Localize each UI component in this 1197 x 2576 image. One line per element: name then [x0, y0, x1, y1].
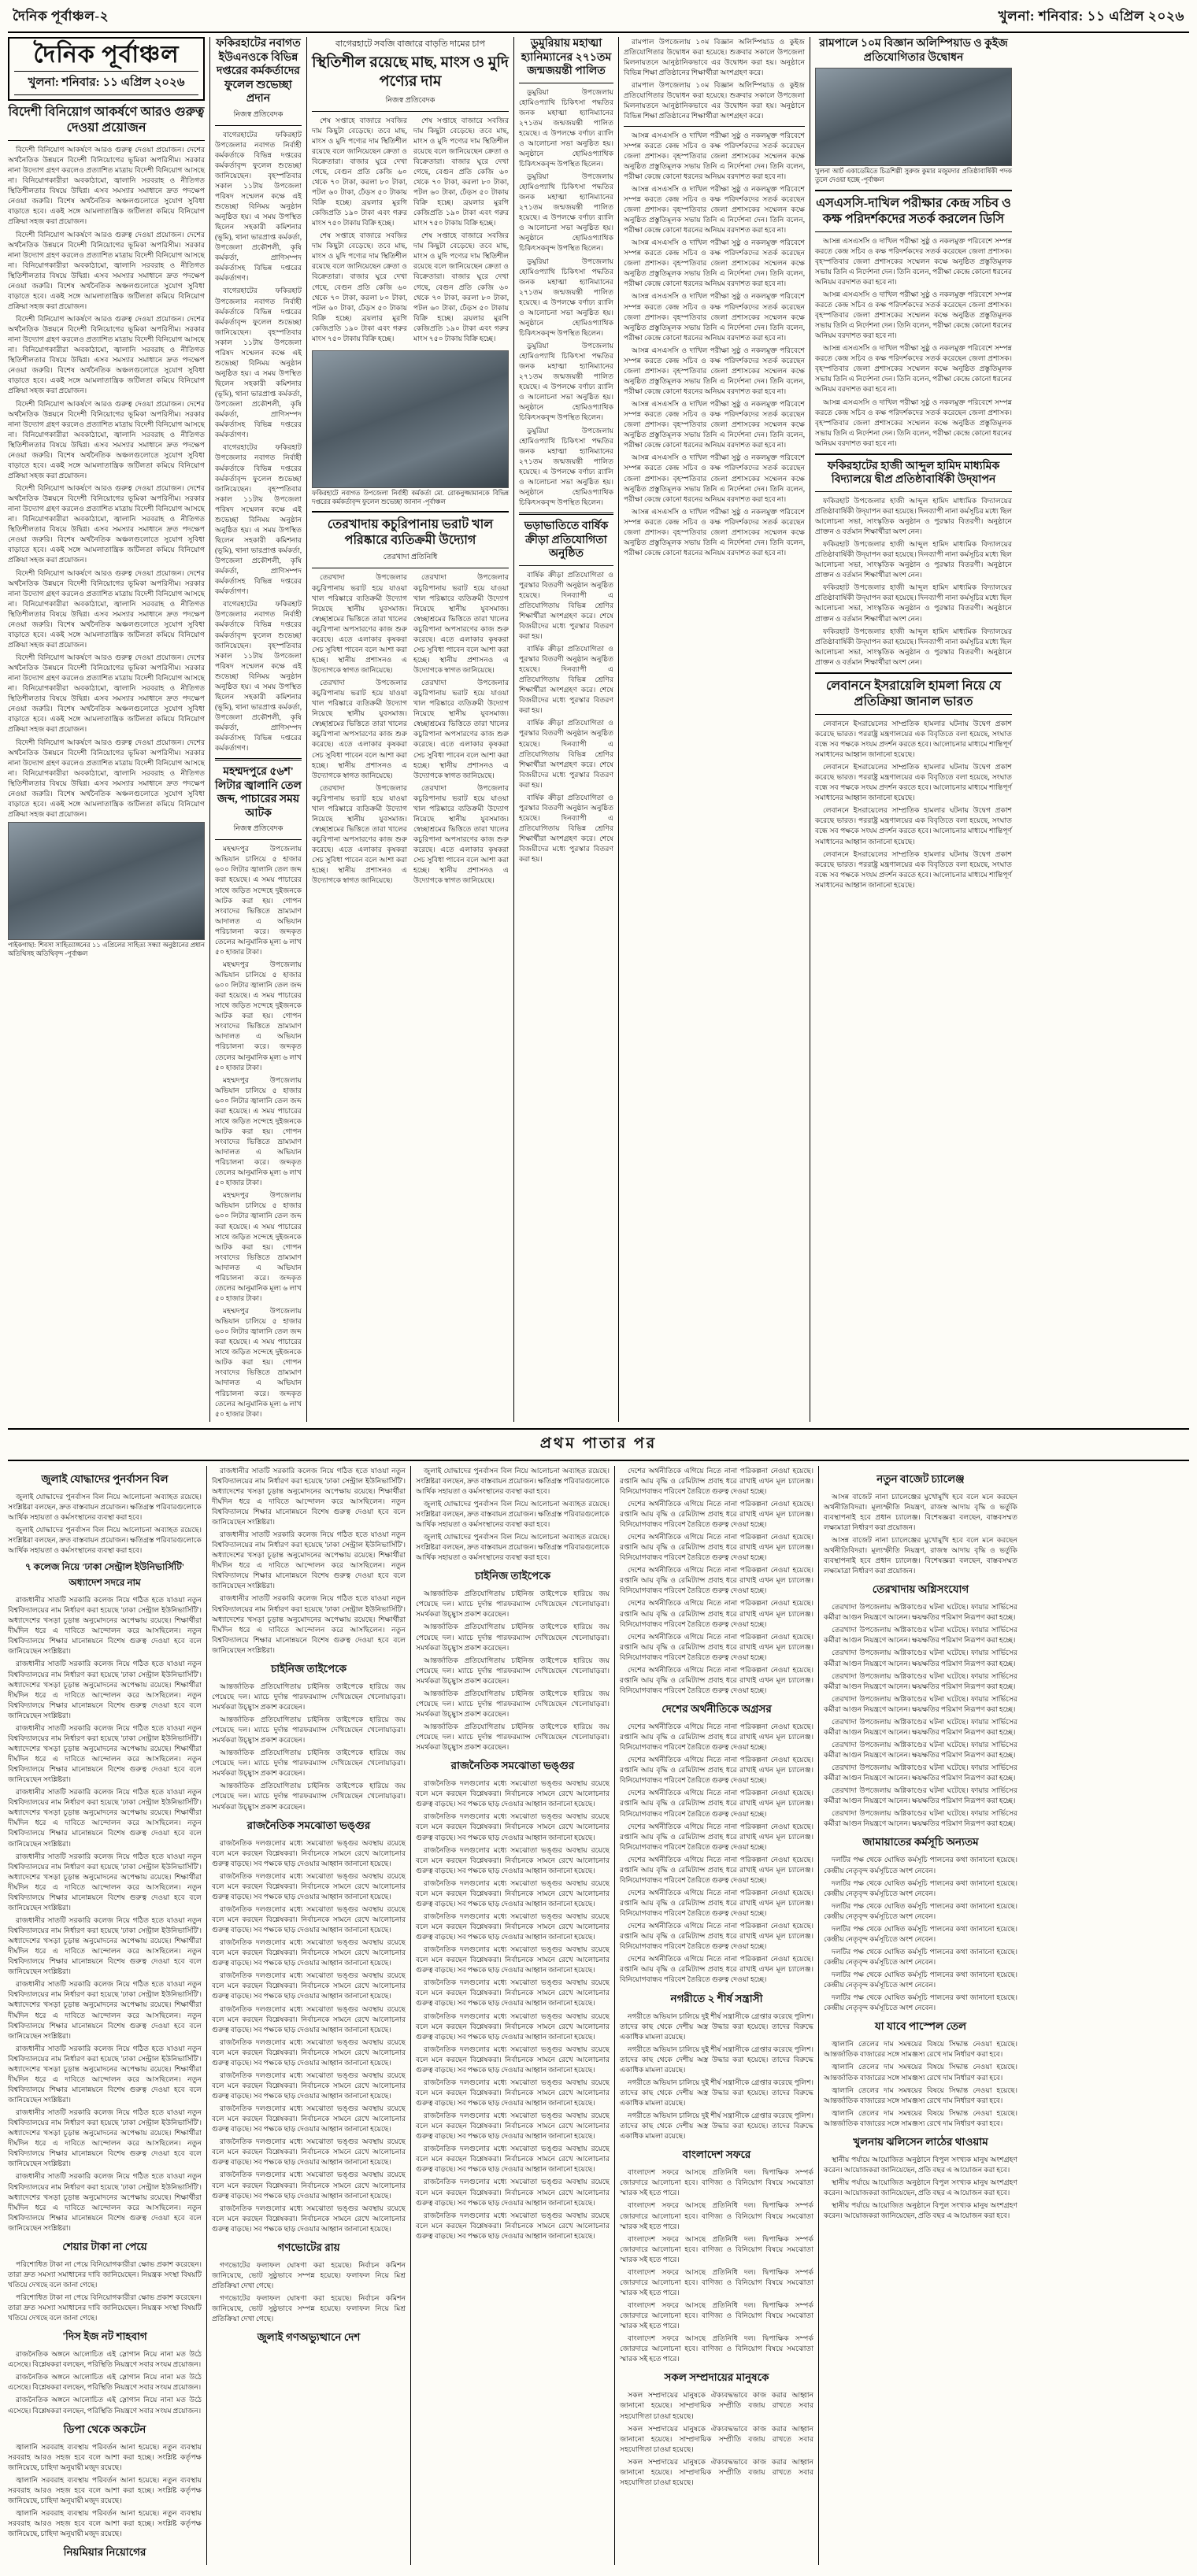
body-s5: আসন্ন এসএসসি ও দাখিল পরীক্ষা সুষ্ঠু ও নকলমুক্ত পরিবেশে সম্পন্ন করতে কেন্দ্র সচিব ও কক্ষ পরিদর্শকদের সতর্ক করেছেন জেলা প্রশাসক। বৃহস্পতিবার জেলা প্রশাসকের সম্মেলন কক্ষে অনুষ্ঠিত প্রস্তুতিমূলক সভায় তিনি এ নির্দেশনা দেন। তিনি বলেন, পরীক্ষা কেন্দ্রে কোনো ধরনের অনিয়ম বরদাশত করা হবে না। আসন্ন এসএসসি ও দাখিল পরীক্ষা সুষ্ঠু ও নকলমুক্ত পরিবেশে সম্পন্ন করতে কেন্দ্র সচিব ও কক্ষ পরিদর্শকদের সতর্ক করেছেন জেলা প্রশাসক। বৃহস্পতিবার জেলা প্রশাসকের সম্মেলন কক্ষে অনুষ্ঠিত প্রস্তুতিমূলক সভায় তিনি এ নির্দেশনা দেন। তিনি বলেন, পরীক্ষা কেন্দ্রে কোনো ধরনের অনিয়ম বরদাশত করা হবে না। আসন্ন এসএসসি ও দাখিল পরীক্ষা সুষ্ঠু ও নকলমুক্ত পরিবেশে সম্পন্ন করতে কেন্দ্র সচিব ও কক্ষ পরিদর্শকদের সতর্ক করেছেন জেলা প্রশাসক। বৃহস্পতিবার জেলা প্রশাসকের সম্মেলন কক্ষে অনুষ্ঠিত প্রস্তুতিমূলক সভায় তিনি এ নির্দেশনা দেন। তিনি বলেন, পরীক্ষা কেন্দ্রে কোনো ধরনের অনিয়ম বরদাশত করা হবে না। আসন্ন এসএসসি ও দাখিল পরীক্ষা সুষ্ঠু ও নকলমুক্ত পরিবেশে সম্পন্ন করতে কেন্দ্র সচিব ও কক্ষ পরিদর্শকদের সতর্ক করেছেন জেলা প্রশাসক। বৃহস্পতিবার জেলা প্রশাসকের সম্মেলন কক্ষে অনুষ্ঠিত প্রস্তুতিমূলক সভায় তিনি এ নির্দেশনা দেন। তিনি বলেন, পরীক্ষা কেন্দ্রে কোনো ধরনের অনিয়ম বরদাশত করা হবে না। [815, 236, 1012, 447]
cont-head-c2: ৭ কলেজ নিয়ে 'ঢাকা সেন্ট্রাল ইউনিভার্সিটি' অধ্যাদেশ সদরে নাম [24, 1561, 185, 1589]
headline-s9: তেরখাদায় কচুরিপানায় ভরাট খাল পরিষ্কারে ব্যতিক্রমী উদ্যোগ [327, 518, 494, 548]
cont-head-c6: নিয়মিয়ার নিয়োগের [63, 2546, 146, 2559]
cont-head-c3: শেয়ার টাকা না পেয়ে [62, 2240, 147, 2252]
headline-s8: মহম্মদপুরে ৫৬শ' লিটার জ্বালানি তেল জব্দ, পাচারের সময় আটক [215, 766, 302, 820]
byline-s3: নিজস্ব প্রতিবেদক [385, 96, 435, 105]
top-date: খুলনা: শনিবার: ১১ এপ্রিল ২০২৬ [998, 9, 1184, 24]
headline-s3: স্থিতিশীল রয়েছে মাছ, মাংস ও মুদি পণ্যের দাম [312, 54, 509, 90]
cont-body-c16: আসন্ন বাজেট নানা চ্যালেঞ্জের মুখোমুখি হবে বলে মনে করছেন অর্থনীতিবিদরা। মূল্যস্ফীতি নিয়ন্ত্রণ, রাজস্ব আদায় বৃদ্ধি ও ভর্তুকি ব্যবস্থাপনাই হবে প্রধান চ্যালেঞ্জ। বিশেষজ্ঞরা বলছেন, বাস্তবসম্মত লক্ষ্যমাত্রা নির্ধারণ করা প্রয়োজন। আসন্ন বাজেট নানা চ্যালেঞ্জের মুখোমুখি হবে বলে মনে করছেন অর্থনীতিবিদরা। মূল্যস্ফীতি নিয়ন্ত্রণ, রাজস্ব আদায় বৃদ্ধি ও ভর্তুকি ব্যবস্থাপনাই হবে প্রধান চ্যালেঞ্জ। বিশেষজ্ঞরা বলছেন, বাস্তবসম্মত লক্ষ্যমাত্রা নির্ধারণ করা প্রয়োজন। [824, 1492, 1017, 1575]
body-s1: বিদেশী বিনিয়োগ আকর্ষণে আরও গুরুত্ব দেওয়া প্রয়োজন। দেশের অর্থনৈতিক উন্নয়নে বিদেশী বিনিয়োগের ভূমিকা অপরিসীম। সরকার নানা উদ্যোগ গ্রহণ করলেও প্রত্যাশিত মাত্রায় বিদেশী বিনিয়োগ আসছে না। বিনিয়োগকারীরা অবকাঠামো, জ্বালানি সরবরাহ ও নীতিগত স্থিতিশীলতার বিষয়ে উদ্বিগ্ন। এসব সমস্যার সমাধানে দ্রুত পদক্ষেপ নেওয়া জরুরি। বিশেষ অর্থনৈতিক অঞ্চলগুলোতে সুযোগ সুবিধা বাড়াতে হবে। একই সঙ্গে আমলাতান্ত্রিক জটিলতা কমিয়ে বিনিয়োগ প্রক্রিয়া সহজ করা প্রয়োজন। বিদেশী বিনিয়োগ আকর্ষণে আরও গুরুত্ব দেওয়া প্রয়োজন। দেশের অর্থনৈতিক উন্নয়নে বিদেশী বিনিয়োগের ভূমিকা অপরিসীম। সরকার নানা উদ্যোগ গ্রহণ করলেও প্রত্যাশিত মাত্রায় বিদেশী বিনিয়োগ আসছে না। বিনিয়োগকারীরা অবকাঠামো, জ্বালানি সরবরাহ ও নীতিগত স্থিতিশীলতার বিষয়ে উদ্বিগ্ন। এসব সমস্যার সমাধানে দ্রুত পদক্ষেপ নেওয়া জরুরি। বিশেষ অর্থনৈতিক অঞ্চলগুলোতে সুযোগ সুবিধা বাড়াতে হবে। একই সঙ্গে আমলাতান্ত্রিক জটিলতা কমিয়ে বিনিয়োগ প্রক্রিয়া সহজ করা প্রয়োজন। বিদেশী বিনিয়োগ আকর্ষণে আরও গুরুত্ব দেওয়া প্রয়োজন। দেশের অর্থনৈতিক উন্নয়নে বিদেশী বিনিয়োগের ভূমিকা অপরিসীম। সরকার নানা উদ্যোগ গ্রহণ করলেও প্রত্যাশিত মাত্রায় বিদেশী বিনিয়োগ আসছে না। বিনিয়োগকারীরা অবকাঠামো, জ্বালানি সরবরাহ ও নীতিগত স্থিতিশীলতার বিষয়ে উদ্বিগ্ন। এসব সমস্যার সমাধানে দ্রুত পদক্ষেপ নেওয়া জরুরি। বিশেষ অর্থনৈতিক অঞ্চলগুলোতে সুযোগ সুবিধা বাড়াতে হবে। একই সঙ্গে আমলাতান্ত্রিক জটিলতা কমিয়ে বিনিয়োগ প্রক্রিয়া সহজ করা প্রয়োজন। বিদেশী বিনিয়োগ আকর্ষণে আরও গুরুত্ব দেওয়া প্রয়োজন। দেশের অর্থনৈতিক উন্নয়নে বিদেশী বিনিয়োগের ভূমিকা অপরিসীম। সরকার নানা উদ্যোগ গ্রহণ করলেও প্রত্যাশিত মাত্রায় বিদেশী বিনিয়োগ আসছে না। বিনিয়োগকারীরা অবকাঠামো, জ্বালানি সরবরাহ ও নীতিগত স্থিতিশীলতার বিষয়ে উদ্বিগ্ন। এসব সমস্যার সমাধানে দ্রুত পদক্ষেপ নেওয়া জরুরি। বিশেষ অর্থনৈতিক অঞ্চলগুলোতে সুযোগ সুবিধা বাড়াতে হবে। একই সঙ্গে আমলাতান্ত্রিক জটিলতা কমিয়ে বিনিয়োগ প্রক্রিয়া সহজ করা প্রয়োজন। বিদেশী বিনিয়োগ আকর্ষণে আরও গুরুত্ব দেওয়া প্রয়োজন। দেশের অর্থনৈতিক উন্নয়নে বিদেশী বিনিয়োগের ভূমিকা অপরিসীম। সরকার নানা উদ্যোগ গ্রহণ করলেও প্রত্যাশিত মাত্রায় বিদেশী বিনিয়োগ আসছে না। বিনিয়োগকারীরা অবকাঠামো, জ্বালানি সরবরাহ ও নীতিগত স্থিতিশীলতার বিষয়ে উদ্বিগ্ন। এসব সমস্যার সমাধানে দ্রুত পদক্ষেপ নেওয়া জরুরি। বিশেষ অর্থনৈতিক অঞ্চলগুলোতে সুযোগ সুবিধা বাড়াতে হবে। একই সঙ্গে আমলাতান্ত্রিক জটিলতা কমিয়ে বিনিয়োগ প্রক্রিয়া সহজ করা প্রয়োজন। বিদেশী বিনিয়োগ আকর্ষণে আরও গুরুত্ব দেওয়া প্রয়োজন। দেশের অর্থনৈতিক উন্নয়নে বিদেশী বিনিয়োগের ভূমিকা অপরিসীম। সরকার নানা উদ্যোগ গ্রহণ করলেও প্রত্যাশিত মাত্রায় বিদেশী বিনিয়োগ আসছে না। বিনিয়োগকারীরা অবকাঠামো, জ্বালানি সরবরাহ ও নীতিগত স্থিতিশীলতার বিষয়ে উদ্বিগ্ন। এসব সমস্যার সমাধানে দ্রুত পদক্ষেপ নেওয়া জরুরি। বিশেষ অর্থনৈতিক অঞ্চলগুলোতে সুযোগ সুবিধা বাড়াতে হবে। একই সঙ্গে আমলাতান্ত্রিক জটিলতা কমিয়ে বিনিয়োগ প্রক্রিয়া সহজ করা প্রয়োজন। বিদেশী বিনিয়োগ আকর্ষণে আরও গুরুত্ব দেওয়া প্রয়োজন। দেশের অর্থনৈতিক উন্নয়নে বিদেশী বিনিয়োগের ভূমিকা অপরিসীম। সরকার নানা উদ্যোগ গ্রহণ করলেও প্রত্যাশিত মাত্রায় বিদেশী বিনিয়োগ আসছে না। বিনিয়োগকারীরা অবকাঠামো, জ্বালানি সরবরাহ ও নীতিগত স্থিতিশীলতার বিষয়ে উদ্বিগ্ন। এসব সমস্যার সমাধানে দ্রুত পদক্ষেপ নেওয়া জরুরি। বিশেষ অর্থনৈতিক অঞ্চলগুলোতে সুযোগ সুবিধা বাড়াতে হবে। একই সঙ্গে আমলাতান্ত্রিক জটিলতা কমিয়ে বিনিয়োগ প্রক্রিয়া সহজ করা প্রয়োজন। বিদেশী বিনিয়োগ আকর্ষণে আরও গুরুত্ব দেওয়া প্রয়োজন। দেশের অর্থনৈতিক উন্নয়নে বিদেশী বিনিয়োগের ভূমিকা অপরিসীম। সরকার নানা উদ্যোগ গ্রহণ করলেও প্রত্যাশিত মাত্রায় বিদেশী বিনিয়োগ আসছে না। বিনিয়োগকারীরা অবকাঠামো, জ্বালানি সরবরাহ ও নীতিগত স্থিতিশীলতার বিষয়ে উদ্বিগ্ন। এসব সমস্যার সমাধানে দ্রুত পদক্ষেপ নেওয়া জরুরি। বিশেষ অর্থনৈতিক অঞ্চলগুলোতে সুযোগ সুবিধা বাড়াতে হবে। একই সঙ্গে আমলাতান্ত্রিক জটিলতা কমিয়ে বিনিয়োগ প্রক্রিয়া সহজ করা প্রয়োজন। [8, 146, 205, 818]
cont-body-c3: পরিশোধিত টাকা না পেয়ে বিনিয়োগকারীরা ক্ষোভ প্রকাশ করেছেন। তারা দ্রুত সমস্যা সমাধানের দাবি জানিয়েছেন। নিয়ন্ত্রক সংস্থা বিষয়টি খতিয়ে দেখছে বলে জানা গেছে। পরিশোধিত টাকা না পেয়ে বিনিয়োগকারীরা ক্ষোভ প্রকাশ করেছেন। তারা দ্রুত সমস্যা সমাধানের দাবি জানিয়েছেন। নিয়ন্ত্রক সংস্থা বিষয়টি খতিয়ে দেখছে বলে জানা গেছে। [8, 2260, 202, 2322]
headline-s6: ডুমুরিয়ায় মহাত্মা হ্যানিম্যানের ২৭১তম জন্মজয়ন্তী পালিত [521, 38, 612, 77]
cont-head-c17: জামায়াতের কর্মসূচি অন্যতম [862, 1836, 979, 1849]
headline-s1: বিদেশী বিনিয়োগ আকর্ষণে আরও গুরুত্ব দেওয়া প্রয়োজন [8, 105, 205, 135]
photo-s12 [8, 822, 205, 940]
headline-s11: লেবাননে ইসরায়েলি হামলা নিয়ে যে প্রতিক্রিয়া জানাল ভারত [825, 679, 1002, 709]
cont-body-c2: রাজধানীর সাতটি সরকারি কলেজ নিয়ে গঠিত হতে যাওয়া নতুন বিশ্ববিদ্যালয়ের নাম নির্ধারণ করা হয়েছে 'ঢাকা সেন্ট্রাল ইউনিভার্সিটি'। অধ্যাদেশের খসড়া চূড়ান্ত অনুমোদনের অপেক্ষায় রয়েছে। শিক্ষার্থীরা দীর্ঘদিন ধরে এ দাবিতে আন্দোলন করে আসছিলেন। নতুন বিশ্ববিদ্যালয়ে শিক্ষার মানোন্নয়নে বিশেষ গুরুত্ব দেওয়া হবে বলে জানিয়েছেন সংশ্লিষ্টরা। রাজধানীর সাতটি সরকারি কলেজ নিয়ে গঠিত হতে যাওয়া নতুন বিশ্ববিদ্যালয়ের নাম নির্ধারণ করা হয়েছে 'ঢাকা সেন্ট্রাল ইউনিভার্সিটি'। অধ্যাদেশের খসড়া চূড়ান্ত অনুমোদনের অপেক্ষায় রয়েছে। শিক্ষার্থীরা দীর্ঘদিন ধরে এ দাবিতে আন্দোলন করে আসছিলেন। নতুন বিশ্ববিদ্যালয়ে শিক্ষার মানোন্নয়নে বিশেষ গুরুত্ব দেওয়া হবে বলে জানিয়েছেন সংশ্লিষ্টরা। রাজধানীর সাতটি সরকারি কলেজ নিয়ে গঠিত হতে যাওয়া নতুন বিশ্ববিদ্যালয়ের নাম নির্ধারণ করা হয়েছে 'ঢাকা সেন্ট্রাল ইউনিভার্সিটি'। অধ্যাদেশের খসড়া চূড়ান্ত অনুমোদনের অপেক্ষায় রয়েছে। শিক্ষার্থীরা দীর্ঘদিন ধরে এ দাবিতে আন্দোলন করে আসছিলেন। নতুন বিশ্ববিদ্যালয়ে শিক্ষার মানোন্নয়নে বিশেষ গুরুত্ব দেওয়া হবে বলে জানিয়েছেন সংশ্লিষ্টরা। রাজধানীর সাতটি সরকারি কলেজ নিয়ে গঠিত হতে যাওয়া নতুন বিশ্ববিদ্যালয়ের নাম নির্ধারণ করা হয়েছে 'ঢাকা সেন্ট্রাল ইউনিভার্সিটি'। অধ্যাদেশের খসড়া চূড়ান্ত অনুমোদনের অপেক্ষায় রয়েছে। শিক্ষার্থীরা দীর্ঘদিন ধরে এ দাবিতে আন্দোলন করে আসছিলেন। নতুন বিশ্ববিদ্যালয়ে শিক্ষার মানোন্নয়নে বিশেষ গুরুত্ব দেওয়া হবে বলে জানিয়েছেন সংশ্লিষ্টরা। রাজধানীর সাতটি সরকারি কলেজ নিয়ে গঠিত হতে যাওয়া নতুন বিশ্ববিদ্যালয়ের নাম নির্ধারণ করা হয়েছে 'ঢাকা সেন্ট্রাল ইউনিভার্সিটি'। অধ্যাদেশের খসড়া চূড়ান্ত অনুমোদনের অপেক্ষায় রয়েছে। শিক্ষার্থীরা দীর্ঘদিন ধরে এ দাবিতে আন্দোলন করে আসছিলেন। নতুন বিশ্ববিদ্যালয়ে শিক্ষার মানোন্নয়নে বিশেষ গুরুত্ব দেওয়া হবে বলে জানিয়েছেন সংশ্লিষ্টরা। রাজধানীর সাতটি সরকারি কলেজ নিয়ে গঠিত হতে যাওয়া নতুন বিশ্ববিদ্যালয়ের নাম নির্ধারণ করা হয়েছে 'ঢাকা সেন্ট্রাল ইউনিভার্সিটি'। অধ্যাদেশের খসড়া চূড়ান্ত অনুমোদনের অপেক্ষায় রয়েছে। শিক্ষার্থীরা দীর্ঘদিন ধরে এ দাবিতে আন্দোলন করে আসছিলেন। নতুন বিশ্ববিদ্যালয়ে শিক্ষার মানোন্নয়নে বিশেষ গুরুত্ব দেওয়া হবে বলে জানিয়েছেন সংশ্লিষ্টরা। রাজধানীর সাতটি সরকারি কলেজ নিয়ে গঠিত হতে যাওয়া নতুন বিশ্ববিদ্যালয়ের নাম নির্ধারণ করা হয়েছে 'ঢাকা সেন্ট্রাল ইউনিভার্সিটি'। অধ্যাদেশের খসড়া চূড়ান্ত অনুমোদনের অপেক্ষায় রয়েছে। শিক্ষার্থীরা দীর্ঘদিন ধরে এ দাবিতে আন্দোলন করে আসছিলেন। নতুন বিশ্ববিদ্যালয়ে শিক্ষার মানোন্নয়নে বিশেষ গুরুত্ব দেওয়া হবে বলে জানিয়েছেন সংশ্লিষ্টরা। রাজধানীর সাতটি সরকারি কলেজ নিয়ে গঠিত হতে যাওয়া নতুন বিশ্ববিদ্যালয়ের নাম নির্ধারণ করা হয়েছে 'ঢাকা সেন্ট্রাল ইউনিভার্সিটি'। অধ্যাদেশের খসড়া চূড়ান্ত অনুমোদনের অপেক্ষায় রয়েছে। শিক্ষার্থীরা দীর্ঘদিন ধরে এ দাবিতে আন্দোলন করে আসছিলেন। নতুন বিশ্ববিদ্যালয়ে শিক্ষার মানোন্নয়নে বিশেষ গুরুত্ব দেওয়া হবে বলে জানিয়েছেন সংশ্লিষ্টরা। রাজধানীর সাতটি সরকারি কলেজ নিয়ে গঠিত হতে যাওয়া নতুন বিশ্ববিদ্যালয়ের নাম নির্ধারণ করা হয়েছে 'ঢাকা সেন্ট্রাল ইউনিভার্সিটি'। অধ্যাদেশের খসড়া চূড়ান্ত অনুমোদনের অপেক্ষায় রয়েছে। শিক্ষার্থীরা দীর্ঘদিন ধরে এ দাবিতে আন্দোলন করে আসছিলেন। নতুন বিশ্ববিদ্যালয়ে শিক্ষার মানোন্নয়নে বিশেষ গুরুত্ব দেওয়া হবে বলে জানিয়েছেন সংশ্লিষ্টরা। রাজধানীর সাতটি সরকারি কলেজ নিয়ে গঠিত হতে যাওয়া নতুন বিশ্ববিদ্যালয়ের নাম নির্ধারণ করা হয়েছে 'ঢাকা সেন্ট্রাল ইউনিভার্সিটি'। অধ্যাদেশের খসড়া চূড়ান্ত অনুমোদনের অপেক্ষায় রয়েছে। শিক্ষার্থীরা দীর্ঘদিন ধরে এ দাবিতে আন্দোলন করে আসছিলেন। নতুন বিশ্ববিদ্যালয়ে শিক্ষার মানোন্নয়নে বিশেষ গুরুত্ব দেওয়া হবে বলে জানিয়েছেন সংশ্লিষ্টরা। [8, 1596, 202, 2232]
body-s2: বাগেরহাটের ফকিরহাট উপজেলার নবাগত নির্বাহী কর্মকর্তাকে বিভিন্ন দপ্তরের কর্মকর্তাবৃন্দ ফুলেল শুভেচ্ছা জানিয়েছেন। বৃহস্পতিবার সকাল ১১টায় উপজেলা পরিষদ সম্মেলন কক্ষে এই শুভেচ্ছা বিনিময় অনুষ্ঠান অনুষ্ঠিত হয়। এ সময় উপস্থিত ছিলেন সহকারী কমিশনার (ভূমি), থানা ভারপ্রাপ্ত কর্মকর্তা, উপজেলা প্রকৌশলী, কৃষি কর্মকর্তা, প্রাণিসম্পদ কর্মকর্তাসহ বিভিন্ন দপ্তরের কর্মকর্তাগণ। বাগেরহাটের ফকিরহাট উপজেলার নবাগত নির্বাহী কর্মকর্তাকে বিভিন্ন দপ্তরের কর্মকর্তাবৃন্দ ফুলেল শুভেচ্ছা জানিয়েছেন। বৃহস্পতিবার সকাল ১১টায় উপজেলা পরিষদ সম্মেলন কক্ষে এই শুভেচ্ছা বিনিময় অনুষ্ঠান অনুষ্ঠিত হয়। এ সময় উপস্থিত ছিলেন সহকারী কমিশনার (ভূমি), থানা ভারপ্রাপ্ত কর্মকর্তা, উপজেলা প্রকৌশলী, কৃষি কর্মকর্তা, প্রাণিসম্পদ কর্মকর্তাসহ বিভিন্ন দপ্তরের কর্মকর্তাগণ। বাগেরহাটের ফকিরহাট উপজেলার নবাগত নির্বাহী কর্মকর্তাকে বিভিন্ন দপ্তরের কর্মকর্তাবৃন্দ ফুলেল শুভেচ্ছা জানিয়েছেন। বৃহস্পতিবার সকাল ১১টায় উপজেলা পরিষদ সম্মেলন কক্ষে এই শুভেচ্ছা বিনিময় অনুষ্ঠান অনুষ্ঠিত হয়। এ সময় উপস্থিত ছিলেন সহকারী কমিশনার (ভূমি), থানা ভারপ্রাপ্ত কর্মকর্তা, উপজেলা প্রকৌশলী, কৃষি কর্মকর্তা, প্রাণিসম্পদ কর্মকর্তাসহ বিভিন্ন দপ্তরের কর্মকর্তাগণ। বাগেরহাটের ফকিরহাট উপজেলার নবাগত নির্বাহী কর্মকর্তাকে বিভিন্ন দপ্তরের কর্মকর্তাবৃন্দ ফুলেল শুভেচ্ছা জানিয়েছেন। বৃহস্পতিবার সকাল ১১টায় উপজেলা পরিষদ সম্মেলন কক্ষে এই শুভেচ্ছা বিনিময় অনুষ্ঠান অনুষ্ঠিত হয়। এ সময় উপস্থিত ছিলেন সহকারী কমিশনার (ভূমি), থানা ভারপ্রাপ্ত কর্মকর্তা, উপজেলা প্রকৌশলী, কৃষি কর্মকর্তা, প্রাণিসম্পদ কর্মকর্তাসহ বিভিন্ন দপ্তরের কর্মকর্তাগণ। [215, 130, 302, 753]
body-s6: ডুমুরিয়া উপজেলায় হোমিওপ্যাথি চিকিৎসা পদ্ধতির জনক মহাত্মা হ্যানিম্যানের ২৭১তম জন্মজয়ন্তী পালিত হয়েছে। এ উপলক্ষে বর্ণাঢ্য র‌্যালি ও আলোচনা সভা অনুষ্ঠিত হয়। অনুষ্ঠানে হোমিওপ্যাথিক চিকিৎসকবৃন্দ উপস্থিত ছিলেন। ডুমুরিয়া উপজেলায় হোমিওপ্যাথি চিকিৎসা পদ্ধতির জনক মহাত্মা হ্যানিম্যানের ২৭১তম জন্মজয়ন্তী পালিত হয়েছে। এ উপলক্ষে বর্ণাঢ্য র‌্যালি ও আলোচনা সভা অনুষ্ঠিত হয়। অনুষ্ঠানে হোমিওপ্যাথিক চিকিৎসকবৃন্দ উপস্থিত ছিলেন। ডুমুরিয়া উপজেলায় হোমিওপ্যাথি চিকিৎসা পদ্ধতির জনক মহাত্মা হ্যানিম্যানের ২৭১তম জন্মজয়ন্তী পালিত হয়েছে। এ উপলক্ষে বর্ণাঢ্য র‌্যালি ও আলোচনা সভা অনুষ্ঠিত হয়। অনুষ্ঠানে হোমিওপ্যাথিক চিকিৎসকবৃন্দ উপস্থিত ছিলেন। ডুমুরিয়া উপজেলায় হোমিওপ্যাথি চিকিৎসা পদ্ধতির জনক মহাত্মা হ্যানিম্যানের ২৭১তম জন্মজয়ন্তী পালিত হয়েছে। এ উপলক্ষে বর্ণাঢ্য র‌্যালি ও আলোচনা সভা অনুষ্ঠিত হয়। অনুষ্ঠানে হোমিওপ্যাথিক চিকিৎসকবৃন্দ উপস্থিত ছিলেন। ডুমুরিয়া উপজেলায় হোমিওপ্যাথি চিকিৎসা পদ্ধতির জনক মহাত্মা হ্যানিম্যানের ২৭১তম জন্মজয়ন্তী পালিত হয়েছে। এ উপলক্ষে বর্ণাঢ্য র‌্যালি ও আলোচনা সভা অনুষ্ঠিত হয়। অনুষ্ঠানে হোমিওপ্যাথিক চিকিৎসকবৃন্দ উপস্থিত ছিলেন। [519, 87, 613, 506]
cont-head-c8: রাজনৈতিক সমঝোতা ভঙ্গুর [246, 1819, 371, 1831]
masthead-title: দৈনিক পূর্বাঞ্চল [33, 42, 180, 68]
headline-s4: রামপালে ১০ম বিজ্ঞান অলিম্পিয়াড ও কুইজ প্রতিযোগিতার উদ্বোধন [819, 38, 1008, 64]
caption-s4: খুলনা আর্ট একাডেমিতে চিত্রশিল্পী সুরুজ কুমার মজুমদার প্রতিষ্ঠাবার্ষিকী পদক তুলে দেওয়া হচ্ছে -পূর্বাঞ্চল [815, 168, 1012, 183]
top-strip [8, 5, 1189, 33]
cont-body-c13: নগরীতে অভিযান চালিয়ে দুই শীর্ষ সন্ত্রাসীকে গ্রেপ্তার করেছে পুলিশ। তাদের কাছ থেকে দেশীয় অস্ত্র উদ্ধার করা হয়েছে। তাদের বিরুদ্ধে একাধিক মামলা রয়েছে। নগরীতে অভিযান চালিয়ে দুই শীর্ষ সন্ত্রাসীকে গ্রেপ্তার করেছে পুলিশ। তাদের কাছ থেকে দেশীয় অস্ত্র উদ্ধার করা হয়েছে। তাদের বিরুদ্ধে একাধিক মামলা রয়েছে। নগরীতে অভিযান চালিয়ে দুই শীর্ষ সন্ত্রাসীকে গ্রেপ্তার করেছে পুলিশ। তাদের কাছ থেকে দেশীয় অস্ত্র উদ্ধার করা হয়েছে। তাদের বিরুদ্ধে একাধিক মামলা রয়েছে। নগরীতে অভিযান চালিয়ে দুই শীর্ষ সন্ত্রাসীকে গ্রেপ্তার করেছে পুলিশ। তাদের কাছ থেকে দেশীয় অস্ত্র উদ্ধার করা হয়েছে। তাদের বিরুদ্ধে একাধিক মামলা রয়েছে। [620, 2012, 813, 2141]
cont-head-c4: 'দিস ইজ নট শাহবাগ [62, 2330, 147, 2343]
caption-s12: পাইকগাছা: শিবসা সাহিত্যাঙ্গনের ১১ এপ্রিলের সাহিত্য সন্ধ্যা অনুষ্ঠানের প্রধান অতিথিসহ অতিথিবৃন্দ -পূর্বাঞ্চল [8, 942, 205, 957]
cont-body-c19: স্থানীয় পর্যায়ে আয়োজিত অনুষ্ঠানে বিপুল সংখ্যক মানুষ অংশগ্রহণ করেন। আয়োজকরা জানিয়েছেন, প্রতি বছর এ আয়োজন করা হবে। স্থানীয় পর্যায়ে আয়োজিত অনুষ্ঠানে বিপুল সংখ্যক মানুষ অংশগ্রহণ করেন। আয়োজকরা জানিয়েছেন, প্রতি বছর এ আয়োজন করা হবে। স্থানীয় পর্যায়ে আয়োজিত অনুষ্ঠানে বিপুল সংখ্যক মানুষ অংশগ্রহণ করেন। আয়োজকরা জানিয়েছেন, প্রতি বছর এ আয়োজন করা হবে। [824, 2155, 1017, 2220]
body-s3: শেষ সপ্তাহে বাজারে সবজির দাম কিছুটা বেড়েছে। তবে মাছ, মাংস ও মুদি পণ্যের দাম স্থিতিশীল রয়েছে বলে জানিয়েছেন ক্রেতা ও বিক্রেতারা। বাজার ঘুরে দেখা গেছে, বেগুন প্রতি কেজি ৬০ থেকে ৭০ টাকা, করলা ৮০ টাকা, পটল ৬০ টাকা, ঢেঁড়স ৫০ টাকায় বিক্রি হচ্ছে। ব্রয়লার মুরগি কেজিপ্রতি ১৯০ টাকা এবং গরুর মাংস ৭৫০ টাকায় বিক্রি হচ্ছে। শেষ সপ্তাহে বাজারে সবজির দাম কিছুটা বেড়েছে। তবে মাছ, মাংস ও মুদি পণ্যের দাম স্থিতিশীল রয়েছে বলে জানিয়েছেন ক্রেতা ও বিক্রেতারা। বাজার ঘুরে দেখা গেছে, বেগুন প্রতি কেজি ৬০ থেকে ৭০ টাকা, করলা ৮০ টাকা, পটল ৬০ টাকা, ঢেঁড়স ৫০ টাকায় বিক্রি হচ্ছে। ব্রয়লার মুরগি কেজিপ্রতি ১৯০ টাকা এবং গরুর মাংস ৭৫০ টাকায় বিক্রি হচ্ছে। শেষ সপ্তাহে বাজারে সবজির দাম কিছুটা বেড়েছে। তবে মাছ, মাংস ও মুদি পণ্যের দাম স্থিতিশীল রয়েছে বলে জানিয়েছেন ক্রেতা ও বিক্রেতারা। বাজার ঘুরে দেখা গেছে, বেগুন প্রতি কেজি ৬০ থেকে ৭০ টাকা, করলা ৮০ টাকা, পটল ৬০ টাকা, ঢেঁড়স ৫০ টাকায় বিক্রি হচ্ছে। ব্রয়লার মুরগি কেজিপ্রতি ১৯০ টাকা এবং গরুর মাংস ৭৫০ টাকায় বিক্রি হচ্ছে। শেষ সপ্তাহে বাজারে সবজির দাম কিছুটা বেড়েছে। তবে মাছ, মাংস ও মুদি পণ্যের দাম স্থিতিশীল রয়েছে বলে জানিয়েছেন ক্রেতা ও বিক্রেতারা। বাজার ঘুরে দেখা গেছে, বেগুন প্রতি কেজি ৬০ থেকে ৭০ টাকা, করলা ৮০ টাকা, পটল ৬০ টাকা, ঢেঁড়স ৫০ টাকায় বিক্রি হচ্ছে। ব্রয়লার মুরগি কেজিপ্রতি ১৯০ টাকা এবং গরুর মাংস ৭৫০ টাকায় বিক্রি হচ্ছে। [312, 116, 509, 342]
cont-head-c10: জুলাই গণঅভ্যুত্থানে দেশ [257, 2331, 361, 2344]
cont-head-c1: জুলাই যোদ্ধাদের পুনর্বাসন বিল [41, 1472, 169, 1485]
cont-head-c5: ডিপা থেকে অকটেন [63, 2422, 146, 2435]
cont-body-c9: গণভোটের ফলাফল ঘোষণা করা হয়েছে। নির্বাচন কমিশন জানিয়েছে, ভোট সুষ্ঠুভাবে সম্পন্ন হয়েছে। ফলাফল নিয়ে মিশ্র প্রতিক্রিয়া দেখা গেছে। গণভোটের ফলাফল ঘোষণা করা হয়েছে। নির্বাচন কমিশন জানিয়েছে, ভোট সুষ্ঠুভাবে সম্পন্ন হয়েছে। ফলাফল নিয়ে মিশ্র প্রতিক্রিয়া দেখা গেছে। [212, 2260, 406, 2323]
cont-column-2 [212, 1466, 406, 2565]
body-s10: বার্ষিক ক্রীড়া প্রতিযোগিতা ও পুরস্কার বিতরণী অনুষ্ঠান অনুষ্ঠিত হয়েছে। দিনব্যাপী এ প্রতিযোগিতায় বিভিন্ন শ্রেণির শিক্ষার্থীরা অংশগ্রহণ করে। শেষে বিজয়ীদের মধ্যে পুরস্কার বিতরণ করা হয়। বার্ষিক ক্রীড়া প্রতিযোগিতা ও পুরস্কার বিতরণী অনুষ্ঠান অনুষ্ঠিত হয়েছে। দিনব্যাপী এ প্রতিযোগিতায় বিভিন্ন শ্রেণির শিক্ষার্থীরা অংশগ্রহণ করে। শেষে বিজয়ীদের মধ্যে পুরস্কার বিতরণ করা হয়। বার্ষিক ক্রীড়া প্রতিযোগিতা ও পুরস্কার বিতরণী অনুষ্ঠান অনুষ্ঠিত হয়েছে। দিনব্যাপী এ প্রতিযোগিতায় বিভিন্ন শ্রেণির শিক্ষার্থীরা অংশগ্রহণ করে। শেষে বিজয়ীদের মধ্যে পুরস্কার বিতরণ করা হয়। বার্ষিক ক্রীড়া প্রতিযোগিতা ও পুরস্কার বিতরণী অনুষ্ঠান অনুষ্ঠিত হয়েছে। দিনব্যাপী এ প্রতিযোগিতায় বিভিন্ন শ্রেণির শিক্ষার্থীরা অংশগ্রহণ করে। শেষে বিজয়ীদের মধ্যে পুরস্কার বিতরণ করা হয়। [519, 570, 613, 864]
body-s4-pre: রামপাল উপজেলায় ১০ম বিজ্ঞান অলিম্পিয়াড ও কুইজ প্রতিযোগিতার উদ্বোধন করা হয়েছে। শুক্রবার সকালে উপজেলা মিলনায়তনে আনুষ্ঠানিকভাবে এর উদ্বোধন করা হয়। অনুষ্ঠানে বিভিন্ন শিক্ষা প্রতিষ্ঠানের শিক্ষার্থীরা অংশগ্রহণ করে। রামপাল উপজেলায় ১০ম বিজ্ঞান অলিম্পিয়াড ও কুইজ প্রতিযোগিতার উদ্বোধন করা হয়েছে। শুক্রবার সকালে উপজেলা মিলনায়তনে আনুষ্ঠানিকভাবে এর উদ্বোধন করা হয়। অনুষ্ঠানে বিভিন্ন শিক্ষা প্রতিষ্ঠানের শিক্ষার্থীরা অংশগ্রহণ করে। [624, 38, 805, 120]
cont-body-c7: আন্তর্জাতিক প্রতিযোগিতায় চাইনিজ তাইপেকে হারিয়ে জয় পেয়েছে দল। ম্যাচে দুর্দান্ত পারফরম্যান্স দেখিয়েছেন খেলোয়াড়রা। সমর্থকরা উচ্ছ্বাস প্রকাশ করেছেন। আন্তর্জাতিক প্রতিযোগিতায় চাইনিজ তাইপেকে হারিয়ে জয় পেয়েছে দল। ম্যাচে দুর্দান্ত পারফরম্যান্স দেখিয়েছেন খেলোয়াড়রা। সমর্থকরা উচ্ছ্বাস প্রকাশ করেছেন। আন্তর্জাতিক প্রতিযোগিতায় চাইনিজ তাইপেকে হারিয়ে জয় পেয়েছে দল। ম্যাচে দুর্দান্ত পারফরম্যান্স দেখিয়েছেন খেলোয়াড়রা। সমর্থকরা উচ্ছ্বাস প্রকাশ করেছেন। আন্তর্জাতিক প্রতিযোগিতায় চাইনিজ তাইপেকে হারিয়ে জয় পেয়েছে দল। ম্যাচে দুর্দান্ত পারফরম্যান্স দেখিয়েছেন খেলোয়াড়রা। সমর্থকরা উচ্ছ্বাস প্রকাশ করেছেন। [212, 1682, 406, 1811]
cont-head-c12: তেরখাদায় অগ্নিসংযোগ [872, 1583, 969, 1596]
byline-s8: নিজস্ব প্রতিবেদক [233, 825, 284, 834]
caption-s9: ফকিরহাটে নবাগত উপজেলা নির্বাহী কর্মকর্তা মো. রোকনুজ্জামানকে বিভিন্ন দপ্তরের কর্মকর্তাবৃন্দ ফুলেল শুভেচ্ছা জানান -পূর্বাঞ্চল [312, 489, 509, 505]
continuation-columns [8, 1466, 1189, 2565]
page-label: দৈনিক পূর্বাঞ্চল-২ [13, 9, 109, 24]
cont-head-c9: গণভোটের রায় [277, 2241, 340, 2253]
cont-body-c18: জ্বালানি তেলের দাম সমন্বয়ের বিষয়ে সিদ্ধান্ত নেওয়া হয়েছে। আন্তর্জাতিক বাজারের সঙ্গে সামঞ্জস্য রেখে দাম নির্ধারণ করা হবে। জ্বালানি তেলের দাম সমন্বয়ের বিষয়ে সিদ্ধান্ত নেওয়া হয়েছে। আন্তর্জাতিক বাজারের সঙ্গে সামঞ্জস্য রেখে দাম নির্ধারণ করা হবে। জ্বালানি তেলের দাম সমন্বয়ের বিষয়ে সিদ্ধান্ত নেওয়া হয়েছে। আন্তর্জাতিক বাজারের সঙ্গে সামঞ্জস্য রেখে দাম নির্ধারণ করা হবে। জ্বালানি তেলের দাম সমন্বয়ের বিষয়ে সিদ্ধান্ত নেওয়া হয়েছে। আন্তর্জাতিক বাজারের সঙ্গে সামঞ্জস্য রেখে দাম নির্ধারণ করা হবে। [824, 2040, 1017, 2127]
cont-column-4 [620, 1466, 813, 2565]
main-columns [8, 37, 1189, 1422]
cont-body-c2b: রাজধানীর সাতটি সরকারি কলেজ নিয়ে গঠিত হতে যাওয়া নতুন বিশ্ববিদ্যালয়ের নাম নির্ধারণ করা হয়েছে 'ঢাকা সেন্ট্রাল ইউনিভার্সিটি'। অধ্যাদেশের খসড়া চূড়ান্ত অনুমোদনের অপেক্ষায় রয়েছে। শিক্ষার্থীরা দীর্ঘদিন ধরে এ দাবিতে আন্দোলন করে আসছিলেন। নতুন বিশ্ববিদ্যালয়ে শিক্ষার মানোন্নয়নে বিশেষ গুরুত্ব দেওয়া হবে বলে জানিয়েছেন সংশ্লিষ্টরা। রাজধানীর সাতটি সরকারি কলেজ নিয়ে গঠিত হতে যাওয়া নতুন বিশ্ববিদ্যালয়ের নাম নির্ধারণ করা হয়েছে 'ঢাকা সেন্ট্রাল ইউনিভার্সিটি'। অধ্যাদেশের খসড়া চূড়ান্ত অনুমোদনের অপেক্ষায় রয়েছে। শিক্ষার্থীরা দীর্ঘদিন ধরে এ দাবিতে আন্দোলন করে আসছিলেন। নতুন বিশ্ববিদ্যালয়ে শিক্ষার মানোন্নয়নে বিশেষ গুরুত্ব দেওয়া হবে বলে জানিয়েছেন সংশ্লিষ্টরা। রাজধানীর সাতটি সরকারি কলেজ নিয়ে গঠিত হতে যাওয়া নতুন বিশ্ববিদ্যালয়ের নাম নির্ধারণ করা হয়েছে 'ঢাকা সেন্ট্রাল ইউনিভার্সিটি'। অধ্যাদেশের খসড়া চূড়ান্ত অনুমোদনের অপেক্ষায় রয়েছে। শিক্ষার্থীরা দীর্ঘদিন ধরে এ দাবিতে আন্দোলন করে আসছিলেন। নতুন বিশ্ববিদ্যালয়ে শিক্ষার মানোন্নয়নে বিশেষ গুরুত্ব দেওয়া হবে বলে জানিয়েছেন সংশ্লিষ্টরা। [212, 1466, 406, 1654]
column-e [624, 37, 805, 1422]
continuation-deck-title: প্রথম পাতার পর [8, 1428, 1189, 1461]
cont-head-c18: যা যাবে পাস্পেল তেল [874, 2020, 967, 2033]
cont-body-c17: দলটির পক্ষ থেকে ঘোষিত কর্মসূচি পালনের কথা জানানো হয়েছে। কেন্দ্রীয় নেতৃবৃন্দ কর্মসূচিতে অংশ নেবেন। দলটির পক্ষ থেকে ঘোষিত কর্মসূচি পালনের কথা জানানো হয়েছে। কেন্দ্রীয় নেতৃবৃন্দ কর্মসূচিতে অংশ নেবেন। দলটির পক্ষ থেকে ঘোষিত কর্মসূচি পালনের কথা জানানো হয়েছে। কেন্দ্রীয় নেতৃবৃন্দ কর্মসূচিতে অংশ নেবেন। দলটির পক্ষ থেকে ঘোষিত কর্মসূচি পালনের কথা জানানো হয়েছে। কেন্দ্রীয় নেতৃবৃন্দ কর্মসূচিতে অংশ নেবেন। দলটির পক্ষ থেকে ঘোষিত কর্মসূচি পালনের কথা জানানো হয়েছে। কেন্দ্রীয় নেতৃবৃন্দ কর্মসূচিতে অংশ নেবেন। দলটির পক্ষ থেকে ঘোষিত কর্মসূচি পালনের কথা জানানো হয়েছে। কেন্দ্রীয় নেতৃবৃন্দ কর্মসূচিতে অংশ নেবেন। দলটির পক্ষ থেকে ঘোষিত কর্মসূচি পালনের কথা জানানো হয়েছে। কেন্দ্রীয় নেতৃবৃন্দ কর্মসূচিতে অংশ নেবেন। [824, 1856, 1017, 2012]
cont-head-c14: বাংলাদেশ সফরে [682, 2149, 751, 2161]
body-s7: ফকিরহাট উপজেলার হাজী আব্দুল হামিদ মাধ্যমিক বিদ্যালয়ের প্রতিষ্ঠাবার্ষিকী উদ্‌যাপন করা হয়েছে। দিনব্যাপী নানা কর্মসূচির মধ্যে ছিল আলোচনা সভা, সাংস্কৃতিক অনুষ্ঠান ও পুরস্কার বিতরণী। অনুষ্ঠানে প্রাক্তন ও বর্তমান শিক্ষার্থীরা অংশ নেন। ফকিরহাট উপজেলার হাজী আব্দুল হামিদ মাধ্যমিক বিদ্যালয়ের প্রতিষ্ঠাবার্ষিকী উদ্‌যাপন করা হয়েছে। দিনব্যাপী নানা কর্মসূচির মধ্যে ছিল আলোচনা সভা, সাংস্কৃতিক অনুষ্ঠান ও পুরস্কার বিতরণী। অনুষ্ঠানে প্রাক্তন ও বর্তমান শিক্ষার্থীরা অংশ নেন। ফকিরহাট উপজেলার হাজী আব্দুল হামিদ মাধ্যমিক বিদ্যালয়ের প্রতিষ্ঠাবার্ষিকী উদ্‌যাপন করা হয়েছে। দিনব্যাপী নানা কর্মসূচির মধ্যে ছিল আলোচনা সভা, সাংস্কৃতিক অনুষ্ঠান ও পুরস্কার বিতরণী। অনুষ্ঠানে প্রাক্তন ও বর্তমান শিক্ষার্থীরা অংশ নেন। ফকিরহাট উপজেলার হাজী আব্দুল হামিদ মাধ্যমিক বিদ্যালয়ের প্রতিষ্ঠাবার্ষিকী উদ্‌যাপন করা হয়েছে। দিনব্যাপী নানা কর্মসূচির মধ্যে ছিল আলোচনা সভা, সাংস্কৃতিক অনুষ্ঠান ও পুরস্কার বিতরণী। অনুষ্ঠানে প্রাক্তন ও বর্তমান শিক্ষার্থীরা অংশ নেন। [815, 496, 1012, 666]
body-s5-col: আসন্ন এসএসসি ও দাখিল পরীক্ষা সুষ্ঠু ও নকলমুক্ত পরিবেশে সম্পন্ন করতে কেন্দ্র সচিব ও কক্ষ পরিদর্শকদের সতর্ক করেছেন জেলা প্রশাসক। বৃহস্পতিবার জেলা প্রশাসকের সম্মেলন কক্ষে অনুষ্ঠিত প্রস্তুতিমূলক সভায় তিনি এ নির্দেশনা দেন। তিনি বলেন, পরীক্ষা কেন্দ্রে কোনো ধরনের অনিয়ম বরদাশত করা হবে না। আসন্ন এসএসসি ও দাখিল পরীক্ষা সুষ্ঠু ও নকলমুক্ত পরিবেশে সম্পন্ন করতে কেন্দ্র সচিব ও কক্ষ পরিদর্শকদের সতর্ক করেছেন জেলা প্রশাসক। বৃহস্পতিবার জেলা প্রশাসকের সম্মেলন কক্ষে অনুষ্ঠিত প্রস্তুতিমূলক সভায় তিনি এ নির্দেশনা দেন। তিনি বলেন, পরীক্ষা কেন্দ্রে কোনো ধরনের অনিয়ম বরদাশত করা হবে না। আসন্ন এসএসসি ও দাখিল পরীক্ষা সুষ্ঠু ও নকলমুক্ত পরিবেশে সম্পন্ন করতে কেন্দ্র সচিব ও কক্ষ পরিদর্শকদের সতর্ক করেছেন জেলা প্রশাসক। বৃহস্পতিবার জেলা প্রশাসকের সম্মেলন কক্ষে অনুষ্ঠিত প্রস্তুতিমূলক সভায় তিনি এ নির্দেশনা দেন। তিনি বলেন, পরীক্ষা কেন্দ্রে কোনো ধরনের অনিয়ম বরদাশত করা হবে না। আসন্ন এসএসসি ও দাখিল পরীক্ষা সুষ্ঠু ও নকলমুক্ত পরিবেশে সম্পন্ন করতে কেন্দ্র সচিব ও কক্ষ পরিদর্শকদের সতর্ক করেছেন জেলা প্রশাসক। বৃহস্পতিবার জেলা প্রশাসকের সম্মেলন কক্ষে অনুষ্ঠিত প্রস্তুতিমূলক সভায় তিনি এ নির্দেশনা দেন। তিনি বলেন, পরীক্ষা কেন্দ্রে কোনো ধরনের অনিয়ম বরদাশত করা হবে না। আসন্ন এসএসসি ও দাখিল পরীক্ষা সুষ্ঠু ও নকলমুক্ত পরিবেশে সম্পন্ন করতে কেন্দ্র সচিব ও কক্ষ পরিদর্শকদের সতর্ক করেছেন জেলা প্রশাসক। বৃহস্পতিবার জেলা প্রশাসকের সম্মেলন কক্ষে অনুষ্ঠিত প্রস্তুতিমূলক সভায় তিনি এ নির্দেশনা দেন। তিনি বলেন, পরীক্ষা কেন্দ্রে কোনো ধরনের অনিয়ম বরদাশত করা হবে না। আসন্ন এসএসসি ও দাখিল পরীক্ষা সুষ্ঠু ও নকলমুক্ত পরিবেশে সম্পন্ন করতে কেন্দ্র সচিব ও কক্ষ পরিদর্শকদের সতর্ক করেছেন জেলা প্রশাসক। বৃহস্পতিবার জেলা প্রশাসকের সম্মেলন কক্ষে অনুষ্ঠিত প্রস্তুতিমূলক সভায় তিনি এ নির্দেশনা দেন। তিনি বলেন, পরীক্ষা কেন্দ্রে কোনো ধরনের অনিয়ম বরদাশত করা হবে না। আসন্ন এসএসসি ও দাখিল পরীক্ষা সুষ্ঠু ও নকলমুক্ত পরিবেশে সম্পন্ন করতে কেন্দ্র সচিব ও কক্ষ পরিদর্শকদের সতর্ক করেছেন জেলা প্রশাসক। বৃহস্পতিবার জেলা প্রশাসকের সম্মেলন কক্ষে অনুষ্ঠিত প্রস্তুতিমূলক সভায় তিনি এ নির্দেশনা দেন। তিনি বলেন, পরীক্ষা কেন্দ্রে কোনো ধরনের অনিয়ম বরদাশত করা হবে না। আসন্ন এসএসসি ও দাখিল পরীক্ষা সুষ্ঠু ও নকলমুক্ত পরিবেশে সম্পন্ন করতে কেন্দ্র সচিব ও কক্ষ পরিদর্শকদের সতর্ক করেছেন জেলা প্রশাসক। বৃহস্পতিবার জেলা প্রশাসকের সম্মেলন কক্ষে অনুষ্ঠিত প্রস্তুতিমূলক সভায় তিনি এ নির্দেশনা দেন। তিনি বলেন, পরীক্ষা কেন্দ্রে কোনো ধরনের অনিয়ম বরদাশত করা হবে না। [624, 131, 805, 557]
cont-body-lead3: জুলাই যোদ্ধাদের পুনর্বাসন বিল নিয়ে আলোচনা অব্যাহত রয়েছে। সংশ্লিষ্টরা বলছেন, দ্রুত বাস্তবায়ন প্রয়োজন। ক্ষতিগ্রস্ত পরিবারগুলোকে আর্থিক সহায়তা ও কর্মসংস্থানের ব্যবস্থা করা হবে। জুলাই যোদ্ধাদের পুনর্বাসন বিল নিয়ে আলোচনা অব্যাহত রয়েছে। সংশ্লিষ্টরা বলছেন, দ্রুত বাস্তবায়ন প্রয়োজন। ক্ষতিগ্রস্ত পরিবারগুলোকে আর্থিক সহায়তা ও কর্মসংস্থানের ব্যবস্থা করা হবে। জুলাই যোদ্ধাদের পুনর্বাসন বিল নিয়ে আলোচনা অব্যাহত রয়েছে। সংশ্লিষ্টরা বলছেন, দ্রুত বাস্তবায়ন প্রয়োজন। ক্ষতিগ্রস্ত পরিবারগুলোকে আর্থিক সহায়তা ও কর্মসংস্থানের ব্যবস্থা করা হবে। [416, 1466, 610, 1562]
cont-body-c1: জুলাই যোদ্ধাদের পুনর্বাসন বিল নিয়ে আলোচনা অব্যাহত রয়েছে। সংশ্লিষ্টরা বলছেন, দ্রুত বাস্তবায়ন প্রয়োজন। ক্ষতিগ্রস্ত পরিবারগুলোকে আর্থিক সহায়তা ও কর্মসংস্থানের ব্যবস্থা করা হবে। জুলাই যোদ্ধাদের পুনর্বাসন বিল নিয়ে আলোচনা অব্যাহত রয়েছে। সংশ্লিষ্টরা বলছেন, দ্রুত বাস্তবায়ন প্রয়োজন। ক্ষতিগ্রস্ত পরিবারগুলোকে আর্থিক সহায়তা ও কর্মসংস্থানের ব্যবস্থা করা হবে। [8, 1492, 202, 1554]
column-d [519, 37, 613, 1422]
byline-s2: নিজস্ব প্রতিবেদক [233, 110, 284, 119]
photo-s9 [312, 350, 509, 488]
byline-s9: তেরখাদা প্রতিনিধি [383, 553, 438, 562]
masthead-datebar: খুলনা: শনিবার: ১১ এপ্রিল ২০২৬ [14, 71, 198, 95]
cont-head-c8b: রাজনৈতিক সমঝোতা ভঙ্গুর [450, 1760, 575, 1772]
cont-column-3 [416, 1466, 610, 2565]
cont-column-5 [824, 1466, 1017, 2565]
cont-body-c5: জ্বালানি সরবরাহ ব্যবস্থায় পরিবর্তন আনা হয়েছে। নতুন ব্যবস্থায় সরবরাহ আরও সহজ হবে বলে আশা করা হচ্ছে। সংশ্লিষ্ট কর্তৃপক্ষ জানিয়েছে, চাহিদা অনুযায়ী মজুদ রয়েছে। জ্বালানি সরবরাহ ব্যবস্থায় পরিবর্তন আনা হয়েছে। নতুন ব্যবস্থায় সরবরাহ আরও সহজ হবে বলে আশা করা হচ্ছে। সংশ্লিষ্ট কর্তৃপক্ষ জানিয়েছে, চাহিদা অনুযায়ী মজুদ রয়েছে। জ্বালানি সরবরাহ ব্যবস্থায় পরিবর্তন আনা হয়েছে। নতুন ব্যবস্থায় সরবরাহ আরও সহজ হবে বলে আশা করা হচ্ছে। সংশ্লিষ্ট কর্তৃপক্ষ জানিয়েছে, চাহিদা অনুযায়ী মজুদ রয়েছে। [8, 2442, 202, 2538]
cont-body-c15: সকল সম্প্রদায়ের মানুষকে ঐক্যবদ্ধভাবে কাজ করার আহ্বান জানানো হয়েছে। সাম্প্রদায়িক সম্প্রীতি বজায় রাখতে সবার সহযোগিতা চাওয়া হয়েছে। সকল সম্প্রদায়ের মানুষকে ঐক্যবদ্ধভাবে কাজ করার আহ্বান জানানো হয়েছে। সাম্প্রদায়িক সম্প্রীতি বজায় রাখতে সবার সহযোগিতা চাওয়া হয়েছে। সকল সম্প্রদায়ের মানুষকে ঐক্যবদ্ধভাবে কাজ করার আহ্বান জানানো হয়েছে। সাম্প্রদায়িক সম্প্রীতি বজায় রাখতে সবার সহযোগিতা চাওয়া হয়েছে। [620, 2391, 813, 2486]
cont-head-c7b: চাইনিজ তাইপেকে [474, 1570, 551, 1582]
cont-head-c15: সকল সম্প্রদায়ের মানুষকে [664, 2371, 769, 2384]
column-c [312, 37, 509, 1422]
cont-body-c11b: দেশের অর্থনীতিকে এগিয়ে নিতে নানা পরিকল্পনা নেওয়া হয়েছে। রপ্তানি আয় বৃদ্ধি ও রেমিট্যান্স প্রবাহ ধরে রাখাই এখন মূল চ্যালেঞ্জ। বিনিয়োগবান্ধব পরিবেশ তৈরিতে গুরুত্ব দেওয়া হচ্ছে। দেশের অর্থনীতিকে এগিয়ে নিতে নানা পরিকল্পনা নেওয়া হয়েছে। রপ্তানি আয় বৃদ্ধি ও রেমিট্যান্স প্রবাহ ধরে রাখাই এখন মূল চ্যালেঞ্জ। বিনিয়োগবান্ধব পরিবেশ তৈরিতে গুরুত্ব দেওয়া হচ্ছে। দেশের অর্থনীতিকে এগিয়ে নিতে নানা পরিকল্পনা নেওয়া হয়েছে। রপ্তানি আয় বৃদ্ধি ও রেমিট্যান্স প্রবাহ ধরে রাখাই এখন মূল চ্যালেঞ্জ। বিনিয়োগবান্ধব পরিবেশ তৈরিতে গুরুত্ব দেওয়া হচ্ছে। দেশের অর্থনীতিকে এগিয়ে নিতে নানা পরিকল্পনা নেওয়া হয়েছে। রপ্তানি আয় বৃদ্ধি ও রেমিট্যান্স প্রবাহ ধরে রাখাই এখন মূল চ্যালেঞ্জ। বিনিয়োগবান্ধব পরিবেশ তৈরিতে গুরুত্ব দেওয়া হচ্ছে। দেশের অর্থনীতিকে এগিয়ে নিতে নানা পরিকল্পনা নেওয়া হয়েছে। রপ্তানি আয় বৃদ্ধি ও রেমিট্যান্স প্রবাহ ধরে রাখাই এখন মূল চ্যালেঞ্জ। বিনিয়োগবান্ধব পরিবেশ তৈরিতে গুরুত্ব দেওয়া হচ্ছে। দেশের অর্থনীতিকে এগিয়ে নিতে নানা পরিকল্পনা নেওয়া হয়েছে। রপ্তানি আয় বৃদ্ধি ও রেমিট্যান্স প্রবাহ ধরে রাখাই এখন মূল চ্যালেঞ্জ। বিনিয়োগবান্ধব পরিবেশ তৈরিতে গুরুত্ব দেওয়া হচ্ছে। দেশের অর্থনীতিকে এগিয়ে নিতে নানা পরিকল্পনা নেওয়া হয়েছে। রপ্তানি আয় বৃদ্ধি ও রেমিট্যান্স প্রবাহ ধরে রাখাই এখন মূল চ্যালেঞ্জ। বিনিয়োগবান্ধব পরিবেশ তৈরিতে গুরুত্ব দেওয়া হচ্ছে। দেশের অর্থনীতিকে এগিয়ে নিতে নানা পরিকল্পনা নেওয়া হয়েছে। রপ্তানি আয় বৃদ্ধি ও রেমিট্যান্স প্রবাহ ধরে রাখাই এখন মূল চ্যালেঞ্জ। বিনিয়োগবান্ধব পরিবেশ তৈরিতে গুরুত্ব দেওয়া হচ্ছে। [620, 1723, 813, 1984]
headline-s7: ফকিরহাটের হাজী আব্দুল হামিদ মাধ্যমিক বিদ্যালয়ে দ্বীপ্র প্রতিষ্ঠাবার্ষিকী উদ্‌যাপন [827, 460, 1000, 487]
cont-head-c7: চাইনিজ তাইপেকে [270, 1662, 347, 1675]
cont-body-c4: রাজনৈতিক অঙ্গনে আলোচিত এই স্লোগান নিয়ে নানা মত উঠে এসেছে। বিশ্লেষকরা বলছেন, পরিস্থিতি নিয়ন্ত্রণে সবার সংযম প্রয়োজন। রাজনৈতিক অঙ্গনে আলোচিত এই স্লোগান নিয়ে নানা মত উঠে এসেছে। বিশ্লেষকরা বলছেন, পরিস্থিতি নিয়ন্ত্রণে সবার সংযম প্রয়োজন। রাজনৈতিক অঙ্গনে আলোচিত এই স্লোগান নিয়ে নানা মত উঠে এসেছে। বিশ্লেষকরা বলছেন, পরিস্থিতি নিয়ন্ত্রণে সবার সংযম প্রয়োজন। [8, 2350, 202, 2415]
kicker-s3: বাগেরহাটে সবজি বাজারে বাড়তি দামের চাপ [335, 39, 486, 49]
cont-body-c12: তেরখাদা উপজেলায় অগ্নিকাণ্ডের ঘটনা ঘটেছে। ফায়ার সার্ভিসের কর্মীরা আগুন নিয়ন্ত্রণে আনেন। ক্ষয়ক্ষতির পরিমাণ নিরূপণ করা হচ্ছে। তেরখাদা উপজেলায় অগ্নিকাণ্ডের ঘটনা ঘটেছে। ফায়ার সার্ভিসের কর্মীরা আগুন নিয়ন্ত্রণে আনেন। ক্ষয়ক্ষতির পরিমাণ নিরূপণ করা হচ্ছে। তেরখাদা উপজেলায় অগ্নিকাণ্ডের ঘটনা ঘটেছে। ফায়ার সার্ভিসের কর্মীরা আগুন নিয়ন্ত্রণে আনেন। ক্ষয়ক্ষতির পরিমাণ নিরূপণ করা হচ্ছে। তেরখাদা উপজেলায় অগ্নিকাণ্ডের ঘটনা ঘটেছে। ফায়ার সার্ভিসের কর্মীরা আগুন নিয়ন্ত্রণে আনেন। ক্ষয়ক্ষতির পরিমাণ নিরূপণ করা হচ্ছে। তেরখাদা উপজেলায় অগ্নিকাণ্ডের ঘটনা ঘটেছে। ফায়ার সার্ভিসের কর্মীরা আগুন নিয়ন্ত্রণে আনেন। ক্ষয়ক্ষতির পরিমাণ নিরূপণ করা হচ্ছে। তেরখাদা উপজেলায় অগ্নিকাণ্ডের ঘটনা ঘটেছে। ফায়ার সার্ভিসের কর্মীরা আগুন নিয়ন্ত্রণে আনেন। ক্ষয়ক্ষতির পরিমাণ নিরূপণ করা হচ্ছে। তেরখাদা উপজেলায় অগ্নিকাণ্ডের ঘটনা ঘটেছে। ফায়ার সার্ভিসের কর্মীরা আগুন নিয়ন্ত্রণে আনেন। ক্ষয়ক্ষতির পরিমাণ নিরূপণ করা হচ্ছে। তেরখাদা উপজেলায় অগ্নিকাণ্ডের ঘটনা ঘটেছে। ফায়ার সার্ভিসের কর্মীরা আগুন নিয়ন্ত্রণে আনেন। ক্ষয়ক্ষতির পরিমাণ নিরূপণ করা হচ্ছে। তেরখাদা উপজেলায় অগ্নিকাণ্ডের ঘটনা ঘটেছে। ফায়ার সার্ভিসের কর্মীরা আগুন নিয়ন্ত্রণে আনেন। ক্ষয়ক্ষতির পরিমাণ নিরূপণ করা হচ্ছে। তেরখাদা উপজেলায় অগ্নিকাণ্ডের ঘটনা ঘটেছে। ফায়ার সার্ভিসের কর্মীরা আগুন নিয়ন্ত্রণে আনেন। ক্ষয়ক্ষতির পরিমাণ নিরূপণ করা হচ্ছে। [824, 1603, 1017, 1828]
body-s8: মহম্মদপুর উপজেলায় অভিযান চালিয়ে ৫ হাজার ৬০০ লিটার জ্বালানি তেল জব্দ করা হয়েছে। এ সময় পাচারের সাথে জড়িত সন্দেহে দুইজনকে আটক করা হয়। গোপন সংবাদের ভিত্তিতে ভ্রাম্যমাণ আদালত এ অভিযান পরিচালনা করে। জব্দকৃত তেলের আনুমানিক মূল্য ৬ লাখ ৫০ হাজার টাকা। মহম্মদপুর উপজেলায় অভিযান চালিয়ে ৫ হাজার ৬০০ লিটার জ্বালানি তেল জব্দ করা হয়েছে। এ সময় পাচারের সাথে জড়িত সন্দেহে দুইজনকে আটক করা হয়। গোপন সংবাদের ভিত্তিতে ভ্রাম্যমাণ আদালত এ অভিযান পরিচালনা করে। জব্দকৃত তেলের আনুমানিক মূল্য ৬ লাখ ৫০ হাজার টাকা। মহম্মদপুর উপজেলায় অভিযান চালিয়ে ৫ হাজার ৬০০ লিটার জ্বালানি তেল জব্দ করা হয়েছে। এ সময় পাচারের সাথে জড়িত সন্দেহে দুইজনকে আটক করা হয়। গোপন সংবাদের ভিত্তিতে ভ্রাম্যমাণ আদালত এ অভিযান পরিচালনা করে। জব্দকৃত তেলের আনুমানিক মূল্য ৬ লাখ ৫০ হাজার টাকা। মহম্মদপুর উপজেলায় অভিযান চালিয়ে ৫ হাজার ৬০০ লিটার জ্বালানি তেল জব্দ করা হয়েছে। এ সময় পাচারের সাথে জড়িত সন্দেহে দুইজনকে আটক করা হয়। গোপন সংবাদের ভিত্তিতে ভ্রাম্যমাণ আদালত এ অভিযান পরিচালনা করে। জব্দকৃত তেলের আনুমানিক মূল্য ৬ লাখ ৫০ হাজার টাকা। মহম্মদপুর উপজেলায় অভিযান চালিয়ে ৫ হাজার ৬০০ লিটার জ্বালানি তেল জব্দ করা হয়েছে। এ সময় পাচারের সাথে জড়িত সন্দেহে দুইজনকে আটক করা হয়। গোপন সংবাদের ভিত্তিতে ভ্রাম্যমাণ আদালত এ অভিযান পরিচালনা করে। জব্দকৃত তেলের আনুমানিক মূল্য ৬ লাখ ৫০ হাজার টাকা। [215, 845, 302, 1418]
cont-head-c11: দেশের অর্থনীতিকে অগ্রসর [662, 1703, 772, 1715]
cont-head-c19: খুলনায় ঝলিসেন লাঠের থাওয়াম [853, 2135, 988, 2148]
column-b [215, 37, 302, 1422]
column-a [8, 37, 205, 1422]
body-s11: লেবাননে ইসরায়েলের সাম্প্রতিক হামলার ঘটনায় উদ্বেগ প্রকাশ করেছে ভারত। পররাষ্ট্র মন্ত্রণালয়ের এক বিবৃতিতে বলা হয়েছে, সংঘাত বন্ধে সব পক্ষকে সংযম প্রদর্শন করতে হবে। আলোচনার মাধ্যমে শান্তিপূর্ণ সমাধানের আহ্বান জানানো হয়েছে। লেবাননে ইসরায়েলের সাম্প্রতিক হামলার ঘটনায় উদ্বেগ প্রকাশ করেছে ভারত। পররাষ্ট্র মন্ত্রণালয়ের এক বিবৃতিতে বলা হয়েছে, সংঘাত বন্ধে সব পক্ষকে সংযম প্রদর্শন করতে হবে। আলোচনার মাধ্যমে শান্তিপূর্ণ সমাধানের আহ্বান জানানো হয়েছে। লেবাননে ইসরায়েলের সাম্প্রতিক হামলার ঘটনায় উদ্বেগ প্রকাশ করেছে ভারত। পররাষ্ট্র মন্ত্রণালয়ের এক বিবৃতিতে বলা হয়েছে, সংঘাত বন্ধে সব পক্ষকে সংযম প্রদর্শন করতে হবে। আলোচনার মাধ্যমে শান্তিপূর্ণ সমাধানের আহ্বান জানানো হয়েছে। লেবাননে ইসরায়েলের সাম্প্রতিক হামলার ঘটনায় উদ্বেগ প্রকাশ করেছে ভারত। পররাষ্ট্র মন্ত্রণালয়ের এক বিবৃতিতে বলা হয়েছে, সংঘাত বন্ধে সব পক্ষকে সংযম প্রদর্শন করতে হবে। আলোচনার মাধ্যমে শান্তিপূর্ণ সমাধানের আহ্বান জানানো হয়েছে। [815, 719, 1012, 889]
cont-body-c14: বাংলাদেশ সফরে আসছে প্রতিনিধি দল। দ্বিপাক্ষিক সম্পর্ক জোরদারে আলোচনা হবে। বাণিজ্য ও বিনিয়োগ বিষয়ে সমঝোতা স্মারক সই হতে পারে। বাংলাদেশ সফরে আসছে প্রতিনিধি দল। দ্বিপাক্ষিক সম্পর্ক জোরদারে আলোচনা হবে। বাণিজ্য ও বিনিয়োগ বিষয়ে সমঝোতা স্মারক সই হতে পারে। বাংলাদেশ সফরে আসছে প্রতিনিধি দল। দ্বিপাক্ষিক সম্পর্ক জোরদারে আলোচনা হবে। বাণিজ্য ও বিনিয়োগ বিষয়ে সমঝোতা স্মারক সই হতে পারে। বাংলাদেশ সফরে আসছে প্রতিনিধি দল। দ্বিপাক্ষিক সম্পর্ক জোরদারে আলোচনা হবে। বাণিজ্য ও বিনিয়োগ বিষয়ে সমঝোতা স্মারক সই হতে পারে। বাংলাদেশ সফরে আসছে প্রতিনিধি দল। দ্বিপাক্ষিক সম্পর্ক জোরদারে আলোচনা হবে। বাণিজ্য ও বিনিয়োগ বিষয়ে সমঝোতা স্মারক সই হতে পারে। বাংলাদেশ সফরে আসছে প্রতিনিধি দল। দ্বিপাক্ষিক সম্পর্ক জোরদারে আলোচনা হবে। বাণিজ্য ও বিনিয়োগ বিষয়ে সমঝোতা স্মারক সই হতে পারে। [620, 2168, 813, 2363]
cont-body-c8b: রাজনৈতিক দলগুলোর মধ্যে সমঝোতা ভঙ্গুর অবস্থায় রয়েছে বলে মনে করছেন বিশ্লেষকরা। নির্বাচনকে সামনে রেখে আলোচনার গুরুত্ব বাড়ছে। সব পক্ষকে ছাড় দেওয়ার আহ্বান জানানো হয়েছে। রাজনৈতিক দলগুলোর মধ্যে সমঝোতা ভঙ্গুর অবস্থায় রয়েছে বলে মনে করছেন বিশ্লেষকরা। নির্বাচনকে সামনে রেখে আলোচনার গুরুত্ব বাড়ছে। সব পক্ষকে ছাড় দেওয়ার আহ্বান জানানো হয়েছে। রাজনৈতিক দলগুলোর মধ্যে সমঝোতা ভঙ্গুর অবস্থায় রয়েছে বলে মনে করছেন বিশ্লেষকরা। নির্বাচনকে সামনে রেখে আলোচনার গুরুত্ব বাড়ছে। সব পক্ষকে ছাড় দেওয়ার আহ্বান জানানো হয়েছে। রাজনৈতিক দলগুলোর মধ্যে সমঝোতা ভঙ্গুর অবস্থায় রয়েছে বলে মনে করছেন বিশ্লেষকরা। নির্বাচনকে সামনে রেখে আলোচনার গুরুত্ব বাড়ছে। সব পক্ষকে ছাড় দেওয়ার আহ্বান জানানো হয়েছে। রাজনৈতিক দলগুলোর মধ্যে সমঝোতা ভঙ্গুর অবস্থায় রয়েছে বলে মনে করছেন বিশ্লেষকরা। নির্বাচনকে সামনে রেখে আলোচনার গুরুত্ব বাড়ছে। সব পক্ষকে ছাড় দেওয়ার আহ্বান জানানো হয়েছে। রাজনৈতিক দলগুলোর মধ্যে সমঝোতা ভঙ্গুর অবস্থায় রয়েছে বলে মনে করছেন বিশ্লেষকরা। নির্বাচনকে সামনে রেখে আলোচনার গুরুত্ব বাড়ছে। সব পক্ষকে ছাড় দেওয়ার আহ্বান জানানো হয়েছে। রাজনৈতিক দলগুলোর মধ্যে সমঝোতা ভঙ্গুর অবস্থায় রয়েছে বলে মনে করছেন বিশ্লেষকরা। নির্বাচনকে সামনে রেখে আলোচনার গুরুত্ব বাড়ছে। সব পক্ষকে ছাড় দেওয়ার আহ্বান জানানো হয়েছে। রাজনৈতিক দলগুলোর মধ্যে সমঝোতা ভঙ্গুর অবস্থায় রয়েছে বলে মনে করছেন বিশ্লেষকরা। নির্বাচনকে সামনে রেখে আলোচনার গুরুত্ব বাড়ছে। সব পক্ষকে ছাড় দেওয়ার আহ্বান জানানো হয়েছে। রাজনৈতিক দলগুলোর মধ্যে সমঝোতা ভঙ্গুর অবস্থায় রয়েছে বলে মনে করছেন বিশ্লেষকরা। নির্বাচনকে সামনে রেখে আলোচনার গুরুত্ব বাড়ছে। সব পক্ষকে ছাড় দেওয়ার আহ্বান জানানো হয়েছে। রাজনৈতিক দলগুলোর মধ্যে সমঝোতা ভঙ্গুর অবস্থায় রয়েছে বলে মনে করছেন বিশ্লেষকরা। নির্বাচনকে সামনে রেখে আলোচনার গুরুত্ব বাড়ছে। সব পক্ষকে ছাড় দেওয়ার আহ্বান জানানো হয়েছে। রাজনৈতিক দলগুলোর মধ্যে সমঝোতা ভঙ্গুর অবস্থায় রয়েছে বলে মনে করছেন বিশ্লেষকরা। নির্বাচনকে সামনে রেখে আলোচনার গুরুত্ব বাড়ছে। সব পক্ষকে ছাড় দেওয়ার আহ্বান জানানো হয়েছে। রাজনৈতিক দলগুলোর মধ্যে সমঝোতা ভঙ্গুর অবস্থায় রয়েছে বলে মনে করছেন বিশ্লেষকরা। নির্বাচনকে সামনে রেখে আলোচনার গুরুত্ব বাড়ছে। সব পক্ষকে ছাড় দেওয়ার আহ্বান জানানো হয়েছে। রাজনৈতিক দলগুলোর মধ্যে সমঝোতা ভঙ্গুর অবস্থায় রয়েছে বলে মনে করছেন বিশ্লেষকরা। নির্বাচনকে সামনে রেখে আলোচনার গুরুত্ব বাড়ছে। সব পক্ষকে ছাড় দেওয়ার আহ্বান জানানো হয়েছে। রাজনৈতিক দলগুলোর মধ্যে সমঝোতা ভঙ্গুর অবস্থায় রয়েছে বলে মনে করছেন বিশ্লেষকরা। নির্বাচনকে সামনে রেখে আলোচনার গুরুত্ব বাড়ছে। সব পক্ষকে ছাড় দেওয়ার আহ্বান জানানো হয়েছে। [416, 1779, 610, 2240]
cont-body-c7b: আন্তর্জাতিক প্রতিযোগিতায় চাইনিজ তাইপেকে হারিয়ে জয় পেয়েছে দল। ম্যাচে দুর্দান্ত পারফরম্যান্স দেখিয়েছেন খেলোয়াড়রা। সমর্থকরা উচ্ছ্বাস প্রকাশ করেছেন। আন্তর্জাতিক প্রতিযোগিতায় চাইনিজ তাইপেকে হারিয়ে জয় পেয়েছে দল। ম্যাচে দুর্দান্ত পারফরম্যান্স দেখিয়েছেন খেলোয়াড়রা। সমর্থকরা উচ্ছ্বাস প্রকাশ করেছেন। আন্তর্জাতিক প্রতিযোগিতায় চাইনিজ তাইপেকে হারিয়ে জয় পেয়েছে দল। ম্যাচে দুর্দান্ত পারফরম্যান্স দেখিয়েছেন খেলোয়াড়রা। সমর্থকরা উচ্ছ্বাস প্রকাশ করেছেন। আন্তর্জাতিক প্রতিযোগিতায় চাইনিজ তাইপেকে হারিয়ে জয় পেয়েছে দল। ম্যাচে দুর্দান্ত পারফরম্যান্স দেখিয়েছেন খেলোয়াড়রা। সমর্থকরা উচ্ছ্বাস প্রকাশ করেছেন। আন্তর্জাতিক প্রতিযোগিতায় চাইনিজ তাইপেকে হারিয়ে জয় পেয়েছে দল। ম্যাচে দুর্দান্ত পারফরম্যান্স দেখিয়েছেন খেলোয়াড়রা। সমর্থকরা উচ্ছ্বাস প্রকাশ করেছেন। [416, 1590, 610, 1752]
headline-s2: ফকিরহাটের নবাগত ইউএনওকে বিভিন্ন দপ্তরের কর্মকর্তাদের ফুলেল শুভেচ্ছা প্রদান [216, 38, 301, 105]
cont-column-1 [8, 1466, 202, 2565]
cont-head-c13: নগরীতে ২ শীর্ষ সন্ত্রাসী [670, 1992, 763, 2004]
cont-body-c8: রাজনৈতিক দলগুলোর মধ্যে সমঝোতা ভঙ্গুর অবস্থায় রয়েছে বলে মনে করছেন বিশ্লেষকরা। নির্বাচনকে সামনে রেখে আলোচনার গুরুত্ব বাড়ছে। সব পক্ষকে ছাড় দেওয়ার আহ্বান জানানো হয়েছে। রাজনৈতিক দলগুলোর মধ্যে সমঝোতা ভঙ্গুর অবস্থায় রয়েছে বলে মনে করছেন বিশ্লেষকরা। নির্বাচনকে সামনে রেখে আলোচনার গুরুত্ব বাড়ছে। সব পক্ষকে ছাড় দেওয়ার আহ্বান জানানো হয়েছে। রাজনৈতিক দলগুলোর মধ্যে সমঝোতা ভঙ্গুর অবস্থায় রয়েছে বলে মনে করছেন বিশ্লেষকরা। নির্বাচনকে সামনে রেখে আলোচনার গুরুত্ব বাড়ছে। সব পক্ষকে ছাড় দেওয়ার আহ্বান জানানো হয়েছে। রাজনৈতিক দলগুলোর মধ্যে সমঝোতা ভঙ্গুর অবস্থায় রয়েছে বলে মনে করছেন বিশ্লেষকরা। নির্বাচনকে সামনে রেখে আলোচনার গুরুত্ব বাড়ছে। সব পক্ষকে ছাড় দেওয়ার আহ্বান জানানো হয়েছে। রাজনৈতিক দলগুলোর মধ্যে সমঝোতা ভঙ্গুর অবস্থায় রয়েছে বলে মনে করছেন বিশ্লেষকরা। নির্বাচনকে সামনে রেখে আলোচনার গুরুত্ব বাড়ছে। সব পক্ষকে ছাড় দেওয়ার আহ্বান জানানো হয়েছে। রাজনৈতিক দলগুলোর মধ্যে সমঝোতা ভঙ্গুর অবস্থায় রয়েছে বলে মনে করছেন বিশ্লেষকরা। নির্বাচনকে সামনে রেখে আলোচনার গুরুত্ব বাড়ছে। সব পক্ষকে ছাড় দেওয়ার আহ্বান জানানো হয়েছে। রাজনৈতিক দলগুলোর মধ্যে সমঝোতা ভঙ্গুর অবস্থায় রয়েছে বলে মনে করছেন বিশ্লেষকরা। নির্বাচনকে সামনে রেখে আলোচনার গুরুত্ব বাড়ছে। সব পক্ষকে ছাড় দেওয়ার আহ্বান জানানো হয়েছে। রাজনৈতিক দলগুলোর মধ্যে সমঝোতা ভঙ্গুর অবস্থায় রয়েছে বলে মনে করছেন বিশ্লেষকরা। নির্বাচনকে সামনে রেখে আলোচনার গুরুত্ব বাড়ছে। সব পক্ষকে ছাড় দেওয়ার আহ্বান জানানো হয়েছে। রাজনৈতিক দলগুলোর মধ্যে সমঝোতা ভঙ্গুর অবস্থায় রয়েছে বলে মনে করছেন বিশ্লেষকরা। নির্বাচনকে সামনে রেখে আলোচনার গুরুত্ব বাড়ছে। সব পক্ষকে ছাড় দেওয়ার আহ্বান জানানো হয়েছে। রাজনৈতিক দলগুলোর মধ্যে সমঝোতা ভঙ্গুর অবস্থায় রয়েছে বলে মনে করছেন বিশ্লেষকরা। নির্বাচনকে সামনে রেখে আলোচনার গুরুত্ব বাড়ছে। সব পক্ষকে ছাড় দেওয়ার আহ্বান জানানো হয়েছে। রাজনৈতিক দলগুলোর মধ্যে সমঝোতা ভঙ্গুর অবস্থায় রয়েছে বলে মনে করছেন বিশ্লেষকরা। নির্বাচনকে সামনে রেখে আলোচনার গুরুত্ব বাড়ছে। সব পক্ষকে ছাড় দেওয়ার আহ্বান জানানো হয়েছে। রাজনৈতিক দলগুলোর মধ্যে সমঝোতা ভঙ্গুর অবস্থায় রয়েছে বলে মনে করছেন বিশ্লেষকরা। নির্বাচনকে সামনে রেখে আলোচনার গুরুত্ব বাড়ছে। সব পক্ষকে ছাড় দেওয়ার আহ্বান জানানো হয়েছে। [212, 1838, 406, 2233]
masthead [8, 37, 205, 101]
headline-s5: এসএসসি-দাখিল পরীক্ষার কেন্দ্র সচিব ও কক্ষ পরিদর্শকদের সতর্ক করলেন ডিসি [816, 196, 1011, 226]
headline-s10: ভড়াভাতিতে বার্ষিক ক্রীড়া প্রতিযোগিতা অনুষ্ঠিত [524, 520, 609, 560]
body-s9: তেরখাদা উপজেলার কচুরিপানায় ভরাট হয়ে যাওয়া খাল পরিষ্কারে ব্যতিক্রমী উদ্যোগ নিয়েছে স্থানীয় যুবসমাজ। স্বেচ্ছাশ্রমের ভিত্তিতে তারা খালের কচুরিপানা অপসারণের কাজ শুরু করেছে। এতে এলাকার কৃষকরা সেচ সুবিধা পাবেন বলে আশা করা হচ্ছে। স্থানীয় প্রশাসনও এ উদ্যোগকে স্বাগত জানিয়েছে। তেরখাদা উপজেলার কচুরিপানায় ভরাট হয়ে যাওয়া খাল পরিষ্কারে ব্যতিক্রমী উদ্যোগ নিয়েছে স্থানীয় যুবসমাজ। স্বেচ্ছাশ্রমের ভিত্তিতে তারা খালের কচুরিপানা অপসারণের কাজ শুরু করেছে। এতে এলাকার কৃষকরা সেচ সুবিধা পাবেন বলে আশা করা হচ্ছে। স্থানীয় প্রশাসনও এ উদ্যোগকে স্বাগত জানিয়েছে। তেরখাদা উপজেলার কচুরিপানায় ভরাট হয়ে যাওয়া খাল পরিষ্কারে ব্যতিক্রমী উদ্যোগ নিয়েছে স্থানীয় যুবসমাজ। স্বেচ্ছাশ্রমের ভিত্তিতে তারা খালের কচুরিপানা অপসারণের কাজ শুরু করেছে। এতে এলাকার কৃষকরা সেচ সুবিধা পাবেন বলে আশা করা হচ্ছে। স্থানীয় প্রশাসনও এ উদ্যোগকে স্বাগত জানিয়েছে। তেরখাদা উপজেলার কচুরিপানায় ভরাট হয়ে যাওয়া খাল পরিষ্কারে ব্যতিক্রমী উদ্যোগ নিয়েছে স্থানীয় যুবসমাজ। স্বেচ্ছাশ্রমের ভিত্তিতে তারা খালের কচুরিপানা অপসারণের কাজ শুরু করেছে। এতে এলাকার কৃষকরা সেচ সুবিধা পাবেন বলে আশা করা হচ্ছে। স্থানীয় প্রশাসনও এ উদ্যোগকে স্বাগত জানিয়েছে। তেরখাদা উপজেলার কচুরিপানায় ভরাট হয়ে যাওয়া খাল পরিষ্কারে ব্যতিক্রমী উদ্যোগ নিয়েছে স্থানীয় যুবসমাজ। স্বেচ্ছাশ্রমের ভিত্তিতে তারা খালের কচুরিপানা অপসারণের কাজ শুরু করেছে। এতে এলাকার কৃষকরা সেচ সুবিধা পাবেন বলে আশা করা হচ্ছে। স্থানীয় প্রশাসনও এ উদ্যোগকে স্বাগত জানিয়েছে। তেরখাদা উপজেলার কচুরিপানায় ভরাট হয়ে যাওয়া খাল পরিষ্কারে ব্যতিক্রমী উদ্যোগ নিয়েছে স্থানীয় যুবসমাজ। স্বেচ্ছাশ্রমের ভিত্তিতে তারা খালের কচুরিপানা অপসারণের কাজ শুরু করেছে। এতে এলাকার কৃষকরা সেচ সুবিধা পাবেন বলে আশা করা হচ্ছে। স্থানীয় প্রশাসনও এ উদ্যোগকে স্বাগত জানিয়েছে। [312, 573, 509, 885]
column-f [815, 37, 1012, 1422]
cont-head-c16: নতুন বাজেট চ্যালেঞ্জ [876, 1472, 965, 1485]
cont-body-c11: দেশের অর্থনীতিকে এগিয়ে নিতে নানা পরিকল্পনা নেওয়া হয়েছে। রপ্তানি আয় বৃদ্ধি ও রেমিট্যান্স প্রবাহ ধরে রাখাই এখন মূল চ্যালেঞ্জ। বিনিয়োগবান্ধব পরিবেশ তৈরিতে গুরুত্ব দেওয়া হচ্ছে। দেশের অর্থনীতিকে এগিয়ে নিতে নানা পরিকল্পনা নেওয়া হয়েছে। রপ্তানি আয় বৃদ্ধি ও রেমিট্যান্স প্রবাহ ধরে রাখাই এখন মূল চ্যালেঞ্জ। বিনিয়োগবান্ধব পরিবেশ তৈরিতে গুরুত্ব দেওয়া হচ্ছে। দেশের অর্থনীতিকে এগিয়ে নিতে নানা পরিকল্পনা নেওয়া হয়েছে। রপ্তানি আয় বৃদ্ধি ও রেমিট্যান্স প্রবাহ ধরে রাখাই এখন মূল চ্যালেঞ্জ। বিনিয়োগবান্ধব পরিবেশ তৈরিতে গুরুত্ব দেওয়া হচ্ছে। দেশের অর্থনীতিকে এগিয়ে নিতে নানা পরিকল্পনা নেওয়া হয়েছে। রপ্তানি আয় বৃদ্ধি ও রেমিট্যান্স প্রবাহ ধরে রাখাই এখন মূল চ্যালেঞ্জ। বিনিয়োগবান্ধব পরিবেশ তৈরিতে গুরুত্ব দেওয়া হচ্ছে। দেশের অর্থনীতিকে এগিয়ে নিতে নানা পরিকল্পনা নেওয়া হয়েছে। রপ্তানি আয় বৃদ্ধি ও রেমিট্যান্স প্রবাহ ধরে রাখাই এখন মূল চ্যালেঞ্জ। বিনিয়োগবান্ধব পরিবেশ তৈরিতে গুরুত্ব দেওয়া হচ্ছে। দেশের অর্থনীতিকে এগিয়ে নিতে নানা পরিকল্পনা নেওয়া হয়েছে। রপ্তানি আয় বৃদ্ধি ও রেমিট্যান্স প্রবাহ ধরে রাখাই এখন মূল চ্যালেঞ্জ। বিনিয়োগবান্ধব পরিবেশ তৈরিতে গুরুত্ব দেওয়া হচ্ছে। দেশের অর্থনীতিকে এগিয়ে নিতে নানা পরিকল্পনা নেওয়া হয়েছে। রপ্তানি আয় বৃদ্ধি ও রেমিট্যান্স প্রবাহ ধরে রাখাই এখন মূল চ্যালেঞ্জ। বিনিয়োগবান্ধব পরিবেশ তৈরিতে গুরুত্ব দেওয়া হচ্ছে। [620, 1466, 813, 1694]
photo-s4 [815, 68, 1012, 166]
